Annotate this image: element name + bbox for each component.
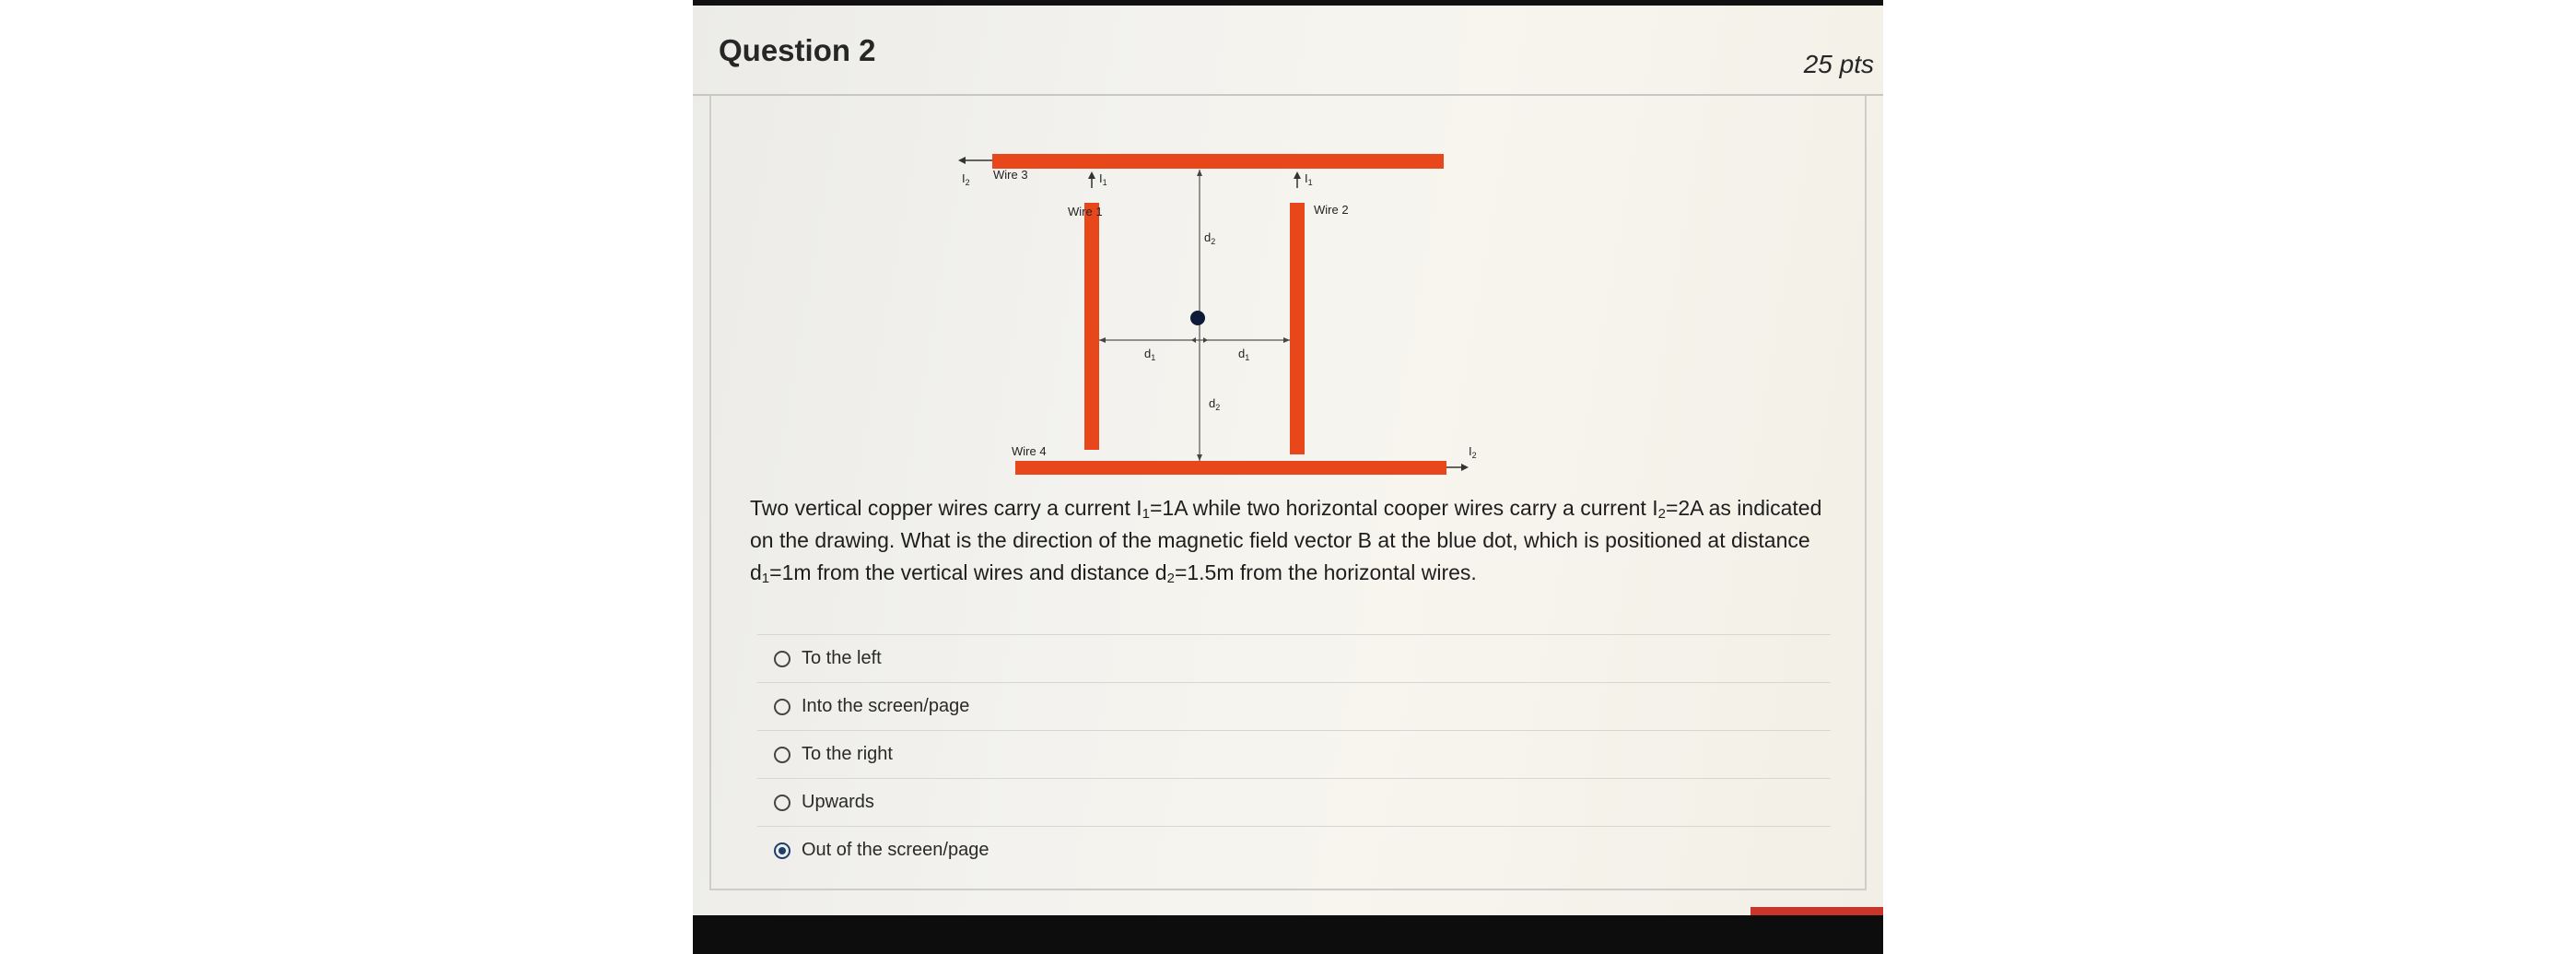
radio-button[interactable]	[774, 795, 790, 811]
answer-label: Out of the screen/page	[802, 840, 989, 860]
i2-label-bottom: $I_2$	[1469, 444, 1477, 460]
answer-label: Into the screen/page	[802, 696, 970, 716]
wire-2-bar	[1290, 203, 1305, 454]
question-text: Two vertical copper wires carry a current $I_1=1A$ while two horizontal cooper wires carry a current $I_2=2A$ as indicated on the drawing. What is the direction of the magnetic field vector B at the blue dot, which is positioned at distance $d_1=1m$ from the vertical wires and distance $d_2=1.5m$ from the horizontal wires.	[750, 496, 1822, 586]
wire-3-label: Wire 3	[993, 168, 1028, 182]
d2-label-bottom: $d_2$	[1209, 396, 1221, 412]
i1-label-right: $I_1$	[1305, 171, 1313, 187]
wire-diagram	[711, 142, 1477, 483]
answer-option-out[interactable]	[757, 826, 1831, 874]
answer-option-upwards[interactable]	[757, 778, 1831, 826]
question-points: 25 pts	[1803, 50, 1874, 78]
wire-2-label: Wire 2	[1314, 203, 1349, 217]
answer-list	[757, 634, 1831, 874]
quiz-page	[693, 6, 1883, 915]
d2-label-top: $d_2$	[1204, 230, 1216, 246]
red-edge-strip	[1751, 907, 1883, 915]
wire-4-bar	[1015, 461, 1446, 475]
bottom-dark-band	[693, 915, 1883, 954]
answer-label: To the left	[802, 648, 882, 668]
d1-label-right: $d_1$	[1238, 347, 1250, 362]
wire-4-label: Wire 4	[1012, 444, 1047, 458]
question-header	[693, 17, 1883, 96]
i2-label-top: $I_2$	[962, 171, 970, 187]
answer-label: Upwards	[802, 792, 874, 812]
radio-button[interactable]	[774, 651, 790, 667]
wire-1-label: Wire 1	[1068, 205, 1103, 218]
d1-label-left: $d_1$	[1144, 347, 1156, 362]
i1-label-left: $I_1$	[1099, 171, 1107, 187]
answer-option-left[interactable]	[757, 634, 1831, 682]
radio-button[interactable]	[774, 699, 790, 715]
radio-button-selected[interactable]	[774, 842, 790, 859]
answer-label: To the right	[802, 744, 893, 764]
wire-3-bar	[992, 154, 1444, 169]
answer-option-right[interactable]	[757, 730, 1831, 778]
blue-dot	[1190, 311, 1205, 325]
wire-1-bar	[1084, 203, 1099, 450]
radio-button[interactable]	[774, 747, 790, 763]
question-title: Question 2	[719, 33, 876, 67]
answer-option-into[interactable]	[757, 682, 1831, 730]
